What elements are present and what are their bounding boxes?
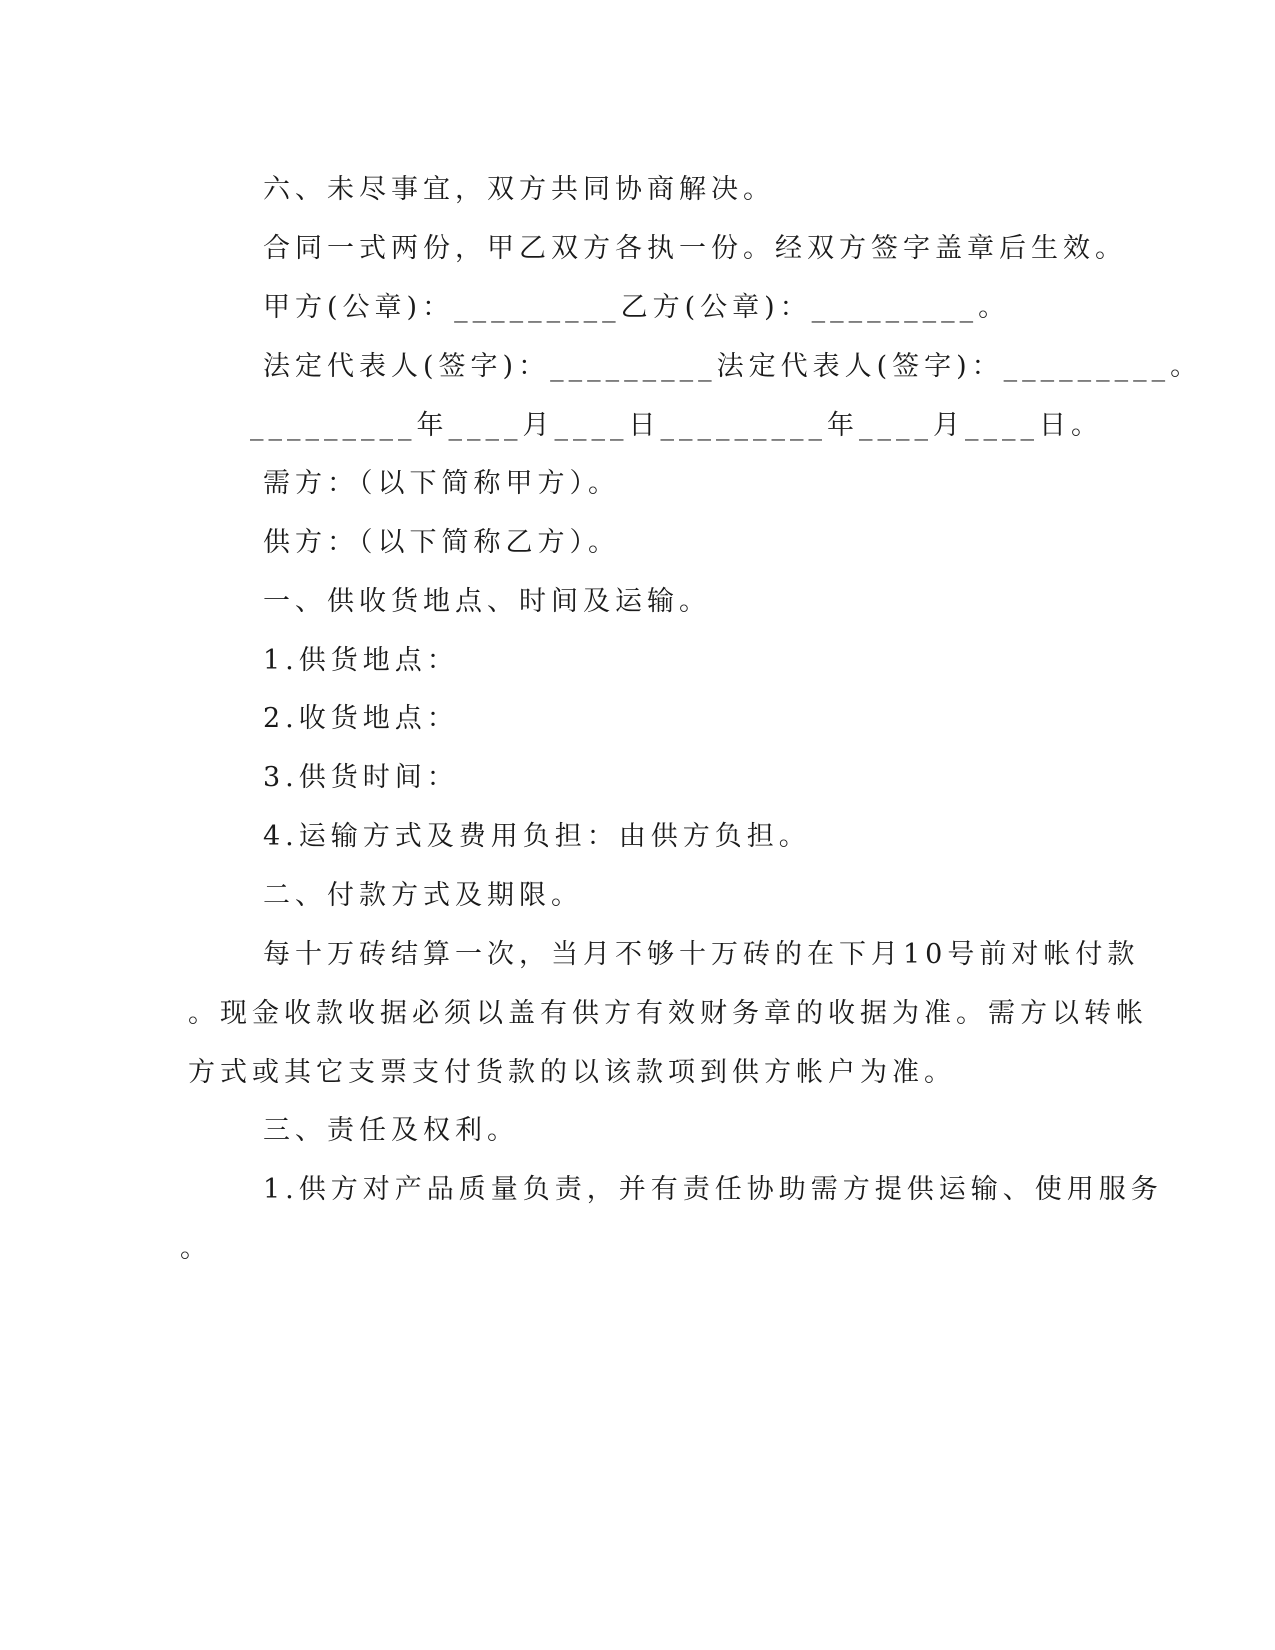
- section-heading-one: 一、供收货地点、时间及运输。: [263, 586, 711, 617]
- transport-cost: 4.运输方式及费用负担：由供方负担。: [263, 821, 811, 852]
- seal-line: 甲方(公章)：_________乙方(公章)：_________。: [263, 292, 1011, 323]
- copies-statement: 合同一式两份，甲乙双方各执一份。经双方签字盖章后生效。: [263, 233, 1127, 264]
- supply-time: 3.供货时间：: [263, 762, 459, 793]
- buyer-line: 需方：（以下简称甲方）。: [263, 468, 620, 499]
- receiving-location: 2.收货地点：: [263, 703, 459, 734]
- section-heading-two: 二、付款方式及期限。: [263, 880, 583, 911]
- payment-paragraph-line-3: 方式或其它支票支付货款的以该款项到供方帐户为准。: [188, 1057, 956, 1088]
- clause-six: 六、未尽事宜，双方共同协商解决。: [263, 174, 775, 205]
- date-line: _________年____月____日_________年____月____日。: [250, 410, 1103, 441]
- supplier-line: 供方：（以下简称乙方）。: [263, 527, 620, 558]
- responsibility-line-2: 。: [180, 1233, 212, 1264]
- supply-location: 1.供货地点：: [263, 645, 459, 676]
- section-heading-three: 三、责任及权利。: [263, 1115, 519, 1146]
- payment-paragraph-line-2: 。现金收款收据必须以盖有供方有效财务章的收据为准。需方以转帐: [188, 998, 1148, 1029]
- payment-paragraph-line-1: 每十万砖结算一次，当月不够十万砖的在下月10号前对帐付款: [263, 939, 1140, 970]
- representative-signature-line: 法定代表人(签字)：_________法定代表人(签字)：_________。: [263, 351, 1203, 382]
- responsibility-line-1: 1.供方对产品质量负责，并有责任协助需方提供运输、使用服务: [263, 1174, 1163, 1205]
